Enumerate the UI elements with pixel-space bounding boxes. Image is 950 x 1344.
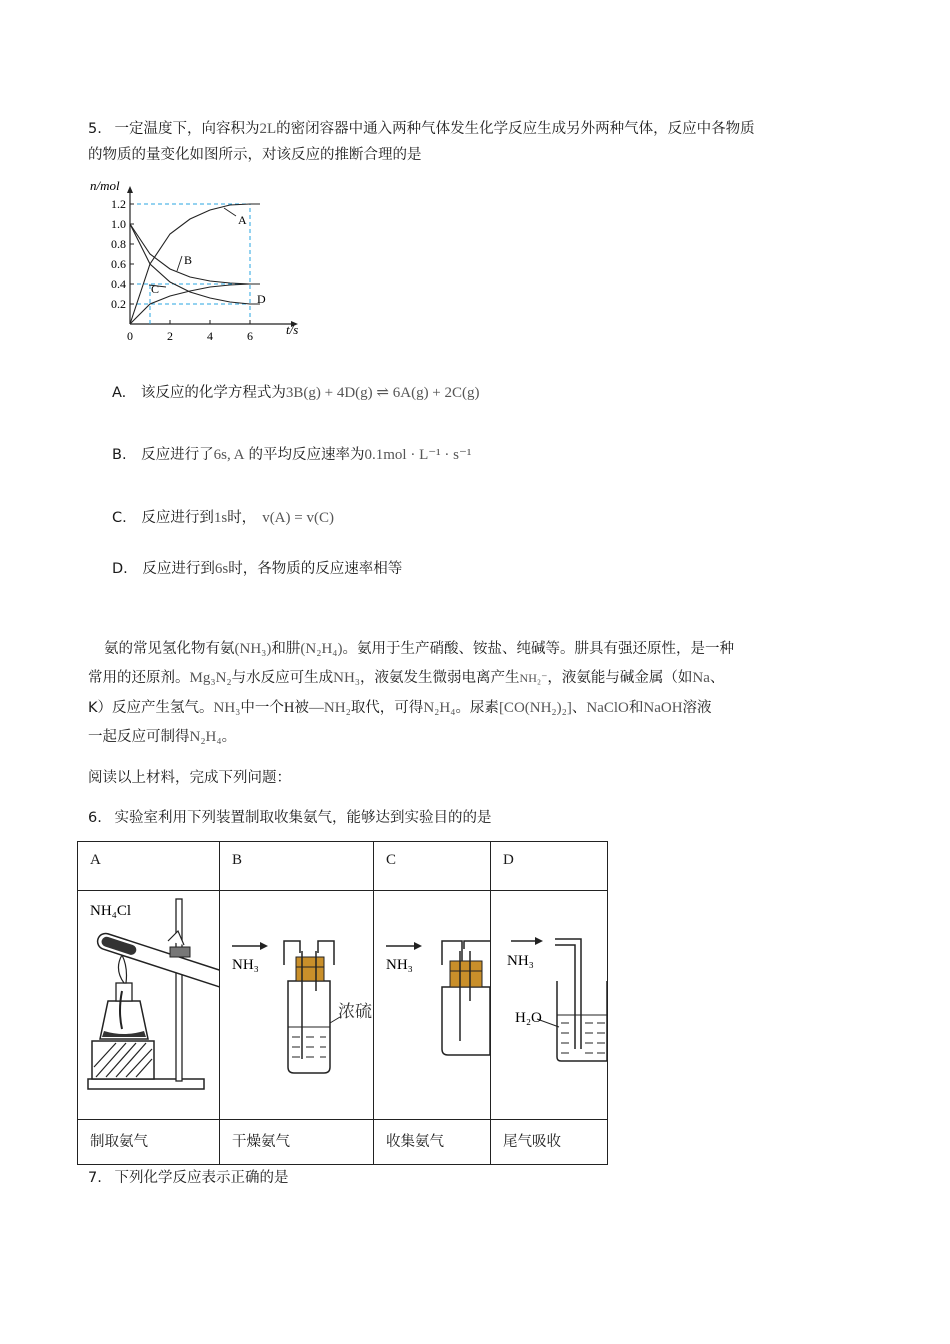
passage-text: 氨的常见氢化物有氨 [104, 641, 235, 657]
option-c-text-b: 时， [227, 510, 257, 526]
formula-mg3n2: Mg₃N₂ [189, 670, 232, 686]
q6-text: 实验室利用下列装置制取收集氨气，能够达到实验目的的是 [114, 810, 492, 826]
q5-option-a[interactable] [112, 381, 480, 402]
passage-text: ，液氨发生微弱电离产生 [360, 670, 520, 686]
y-axis-arrow [127, 186, 133, 193]
label-concentrated-acid: 浓硫 [338, 1002, 372, 1022]
passage-text: 常用的还原剂。 [88, 670, 190, 686]
q5-line2: 的物质的量变化如图所示，对该反应的推断合理的是 [88, 147, 422, 163]
formula-n2h4: N₂H₄ [423, 700, 456, 716]
passage-text: 和肼 [271, 641, 301, 657]
formula-h: H [283, 700, 295, 716]
series-label-a: A [238, 213, 247, 227]
passage-text: ，液氨能与碱金属（如 [547, 670, 693, 686]
y-tick-label: 0.4 [111, 277, 126, 291]
q5-volume: 2L [259, 121, 277, 137]
caption-b: 干燥氨气 [220, 1120, 374, 1165]
formula-n2h4: N₂H₄ [305, 641, 338, 657]
caption-c: 收集氨气 [374, 1120, 491, 1165]
apparatus-table [77, 841, 608, 1165]
label-nh3: NH₃ [507, 953, 534, 969]
passage-line3 [88, 696, 712, 717]
series-label-b: B [184, 253, 193, 267]
option-c-text-a: 反应进行到 [141, 510, 214, 526]
formula-n2h4: N₂H₄ [189, 729, 222, 745]
option-c-time: 1s [213, 510, 228, 526]
series-leader-a [224, 208, 236, 216]
y-tick-label: 0.6 [111, 257, 126, 271]
passage-line4 [88, 725, 236, 746]
option-b-rate: 0.1mol · L⁻¹ · s⁻¹ [364, 447, 472, 463]
q5-option-d[interactable] [112, 557, 402, 578]
label-nh3: NH₃ [386, 957, 413, 973]
stand-base [88, 1079, 204, 1089]
formula-nh3: NH₃ [333, 670, 361, 686]
col-header-b: B [220, 842, 374, 891]
test-tube [96, 931, 219, 989]
option-d-text-a: 反应进行到 [142, 561, 215, 577]
series-line-b [130, 224, 260, 284]
apparatus-d-drawing [491, 891, 608, 1120]
formula-nh2-minus: NH₂⁻ [519, 671, 548, 685]
option-c-label: C. [112, 510, 127, 526]
x-tick-label: 4 [207, 329, 213, 343]
passage-text: 与水反应可生成 [231, 670, 334, 686]
collection-bottle [442, 987, 490, 1055]
passage-text: 一起反应可制得 [88, 729, 190, 745]
q7-stem [88, 1166, 288, 1187]
label-nh4cl: NH₄Cl [90, 903, 132, 919]
passage-text: 溶液 [682, 700, 712, 716]
apparatus-a-drawing [78, 891, 220, 1120]
q5-option-b[interactable] [112, 443, 471, 464]
q5-line1 [88, 116, 755, 142]
passage-text: 。 [221, 729, 237, 745]
x-tick-label: 2 [167, 329, 173, 343]
option-a-label: A. [112, 385, 127, 401]
series-label-d: D [257, 292, 266, 306]
passage-text: 中一个 [240, 700, 284, 716]
stopper [450, 961, 482, 987]
passage-line1: 氨的常见氢化物有氨(NH₃)和肼(N₂H₄)。氨用于生产硝酸、铵盐、纯碱等。肼具有强还原性，是一种 [104, 641, 735, 657]
flame [118, 955, 126, 983]
stopper [296, 957, 324, 981]
y-tick-label: 1.2 [111, 197, 126, 211]
passage-text: 和 [628, 700, 644, 716]
formula-naoh: NaOH [643, 700, 683, 716]
formula-nh3: NH₃ [213, 700, 241, 716]
formula-na: Na [692, 670, 710, 686]
x-tick-label: 6 [247, 329, 253, 343]
series-label-c: C [151, 282, 160, 296]
caption-a: 制取氨气 [78, 1120, 220, 1165]
stand-rod [176, 899, 182, 1081]
formula-nh3: NH₃ [239, 641, 267, 657]
formula-nh2-group: —NH₂ [308, 700, 351, 716]
passage-text: 。氨用于生产硝酸、铵盐、纯碱等。肼具有强还原性，是一种 [342, 641, 735, 657]
option-b-text-b: 的平均反应速率为 [248, 447, 365, 463]
amount-time-chart [86, 178, 326, 346]
q6-number: 6. [88, 810, 102, 826]
passage-line2 [88, 666, 724, 687]
q7-text: 下列化学反应表示正确的是 [114, 1170, 289, 1186]
option-b-time: 6s, A [213, 447, 245, 463]
option-a-text: 该反应的化学方程式为 [140, 385, 286, 401]
passage-text: 。尿素 [455, 700, 499, 716]
y-tick-label: 1.0 [111, 217, 126, 231]
passage-text: K）反应产生氢气。 [88, 700, 214, 716]
passage-text: 被 [294, 700, 309, 716]
option-d-text-b: 时，各物质的反应速率相等 [228, 561, 403, 577]
beaker [557, 981, 607, 1061]
passage-text: 、 [571, 700, 587, 716]
label-h2o: H₂O [515, 1010, 542, 1026]
y-tick-label: 0.8 [111, 237, 126, 251]
q6-stem [88, 806, 491, 827]
passage-text: 、 [709, 670, 725, 686]
option-b-label: B. [112, 447, 127, 463]
passage-instruction: 阅读以上材料，完成下列问题： [88, 770, 291, 786]
col-header-a: A [78, 842, 220, 891]
y-tick-label: 0.2 [111, 297, 126, 311]
col-header-c: C [374, 842, 491, 891]
passage-text: 取代，可得 [350, 700, 424, 716]
caption-d: 尾气吸收 [491, 1120, 608, 1165]
apparatus-c-drawing [374, 891, 491, 1120]
option-c-formula: v(A) = v(C) [262, 510, 334, 526]
option-d-label: D. [112, 561, 128, 577]
x-tick-label: 0 [127, 329, 133, 343]
label-nh3: NH₃ [232, 957, 259, 973]
q5-option-c[interactable] [112, 506, 334, 527]
chart-xlabel: t/s [286, 322, 299, 337]
formula-naclo: NaClO [586, 700, 629, 716]
option-a-formula: 3B(g) + 4D(g) ⇌ 6A(g) + 2C(g) [285, 385, 480, 401]
q5-text-b: 的密闭容器中通入两种气体发生化学反应生成另外两种气体，反应中各物质 [276, 121, 755, 137]
q7-number: 7. [88, 1170, 102, 1186]
option-b-text-a: 反应进行了 [141, 447, 214, 463]
q5-number: 5. [88, 121, 102, 137]
chart-ylabel: n/mol [90, 178, 120, 193]
q5-text: 一定温度下，向容积为 [114, 121, 260, 137]
option-d-time: 6s [214, 561, 229, 577]
series-leader-b [177, 256, 182, 271]
apparatus-b-drawing [220, 891, 374, 1120]
col-header-d: D [491, 842, 608, 891]
formula-urea: [CO(NH₂)₂] [498, 700, 572, 716]
